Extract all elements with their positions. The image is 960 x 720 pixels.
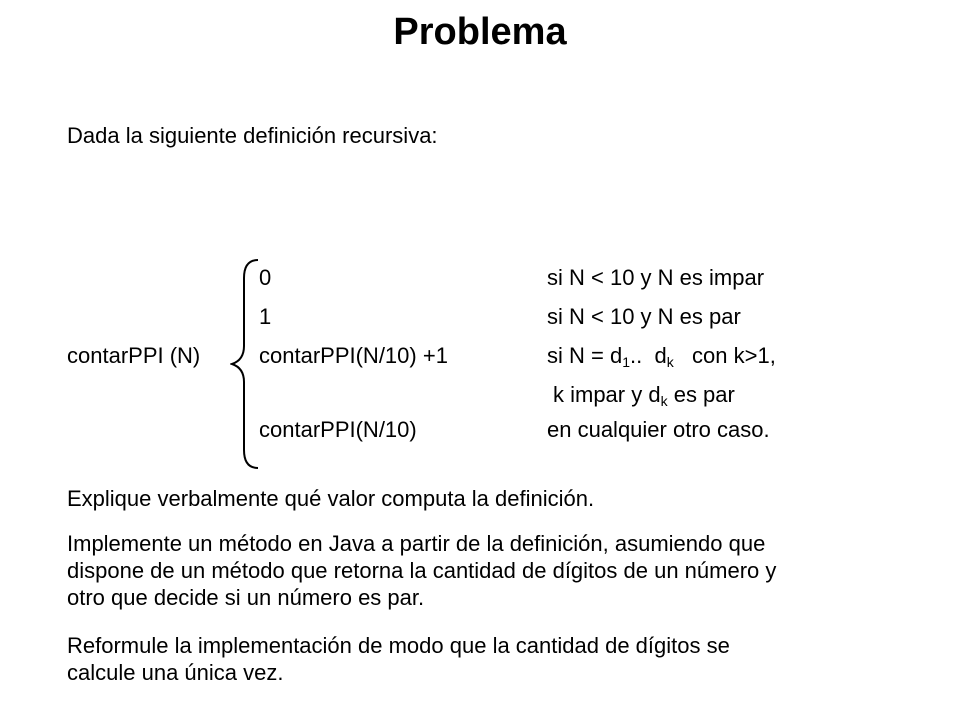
case-2-expr: contarPPI(N/10) +1 xyxy=(259,343,448,368)
question-2-line: dispone de un método que retorna la cantidad de dígitos de un número y xyxy=(67,558,777,583)
question-1-line: Explique verbalmente qué valor computa la definición. xyxy=(67,486,595,511)
intro-text: Dada la siguiente definición recursiva: xyxy=(67,123,438,148)
case-0-expr: 0 xyxy=(259,265,272,290)
question-3-line: Reformule la implementación de modo que la cantidad de dígitos se xyxy=(67,633,730,658)
case-3-cond: en cualquier otro caso. xyxy=(547,417,770,442)
question-2-line: Implemente un método en Java a partir de la definición, asumiendo que xyxy=(67,531,766,556)
case-2-cond-continued: k impar y $d_k$ es par xyxy=(553,382,735,409)
question-3 xyxy=(67,632,730,686)
case-3-expr: contarPPI(N/10) xyxy=(259,417,417,442)
question-3-line: calcule una única vez. xyxy=(67,660,284,685)
case-2-cond: si $N = d_1$.. $d_k$ con k>1, xyxy=(547,343,776,370)
question-2-line: otro que decide si un número es par. xyxy=(67,585,425,610)
function-name: contarPPI (N) xyxy=(67,343,201,368)
case-1-cond: si N < 10 y N es par xyxy=(547,304,741,329)
question-1 xyxy=(67,485,594,512)
page-title: Problema xyxy=(393,11,567,53)
question-2 xyxy=(67,530,776,611)
case-0-cond: si N < 10 y N es impar xyxy=(547,265,765,290)
case-1-expr: 1 xyxy=(259,304,272,329)
